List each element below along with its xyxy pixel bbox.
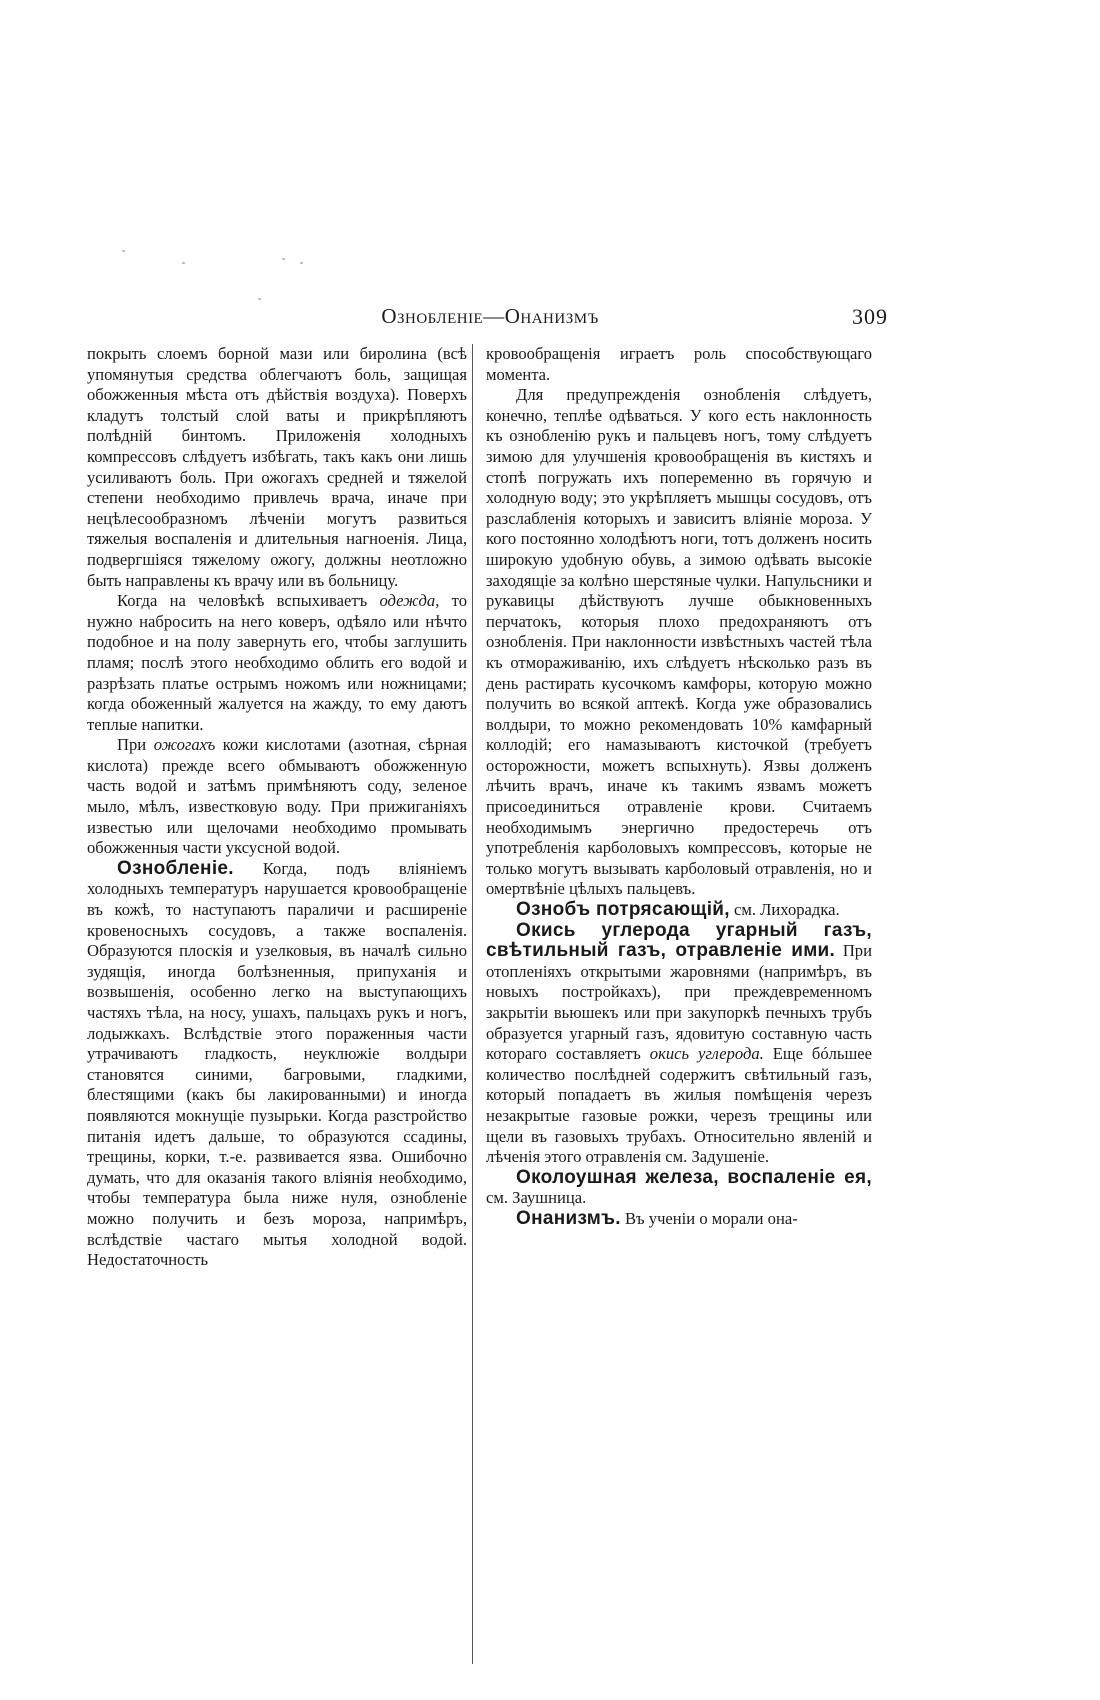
paragraph-text: кровообращенія играетъ роль способствующаго момента. (486, 344, 872, 384)
header-title: Ознобленіе—Онанизмъ (381, 304, 599, 328)
italic-term: окись углерода. (649, 1044, 764, 1064)
paragraph-text: покрыть слоемъ борной мази или бирoлина (всѣ упомянутыя средства облегчаютъ боль, защищая обожженныя мѣста отъ дѣйствія воздуха). Поверхъ кладутъ толстый слой ваты и прикрѣпляютъ полѣдній бинтомъ. Приложенія холодныхъ компрессовъ слѣдуетъ избѣгать, такъ какъ они лишь усиливаютъ боль. При ожогахъ средней и тяжелой степени необходимо привлечь врача, иначе при нецѣлесообразномъ лѣченіи могутъ развиться тяжелыя воспаленія и длительныя нагноенія. Лица, подвергшіяся тяжелому ожогу, должны неотложно быть направлены къ врачу или въ больницу. (87, 344, 467, 590)
paragraph-text: Еще бóльшее количество послѣдней содержитъ свѣтильный газъ, который попадаетъ въ жилыя помѣщенія черезъ незакрытые газовые рожки, черезъ трещины или щели въ газовыхъ трубахъ. Относительно явленій и лѣченія этого отравленія см. Задушеніе. (486, 1044, 872, 1167)
entry-paragraph (486, 900, 872, 921)
paragraph-text: При (117, 735, 154, 755)
page-number: 309 (852, 304, 888, 329)
entry-paragraph (486, 1168, 872, 1209)
entry-term: Ознобъ потрясающій, (516, 899, 730, 921)
column-divider (472, 344, 473, 1664)
entry-paragraph (486, 1209, 872, 1230)
print-speck (258, 298, 261, 300)
italic-term: ожогахъ (153, 735, 216, 755)
paragraph-text: Для предупрежденія ознобленія слѣдуетъ, конечно, теплѣе одѣваться. У кого есть наклонность къ ознобленію рукъ и пальцевъ ногъ, тому слѣдуетъ зимою для улучшенія кровообращенія въ кистяхъ и стопѣ погружать ихъ попеременно въ горячую и холодную воду; это укрѣпляетъ мышцы сосудовъ, отъ разслабленія которыхъ и зависитъ вліяніе мороза. У кого постоянно холодѣютъ ноги, тотъ долженъ носить широкую удобную обувь, а зимою одѣвать высокіе заходящіе за колѣно шерстяные чулки. Напульсники и рукавицы дѣйствуютъ лучше обыкновенныхъ перчатокъ, которыя плохо предохраняютъ отъ ознобленія. При наклонности извѣстныхъ частей тѣла къ отмораживанію, ихъ слѣдуетъ нѣсколько разъ въ день растирать кусочкомъ камфоры, которую можно получить во всякой аптекѣ. Когда уже образовались волдыри, то можно рекомендовать 10% камфарный коллодій; его намазываютъ кисточкой (требуетъ осторожности, можетъ вспыхнуть). Язвы долженъ лѣчить врачъ, иначе къ такимъ язвамъ можетъ присоединиться отравленіе крови. Считаемъ необходимымъ энергично предостеречь отъ употребленія карболовыхъ компрессовъ, которые не только могутъ вызывать карболовый отравленія, но и омертвѣніе цѣлыхъ пальцевъ. (486, 385, 872, 899)
paragraph-text: кожи кислотами (азотная, сѣрная кислота) прежде всего обмываютъ обожженную часть водой и затѣмъ примѣняютъ соду, зеленое мыло, мѣлъ, известковую воду. При прижиганіяхъ известью или щелочами необходимо промывать обожженныя части уксусной водой. (87, 735, 467, 858)
paragraph-text: При отопленіяхъ открытыми жаровнями (напримѣръ, въ новыхъ постройкахъ), при преждевременномъ закрытіи вьюшекъ или при закупоркѣ печныхъ трубъ образуется угарный газъ, ядовитую составную часть котораго составляетъ (486, 941, 872, 1064)
paragraph (87, 344, 467, 591)
entry-term: Ознобленіе. (117, 857, 234, 879)
paragraph (486, 385, 872, 900)
paragraph (87, 735, 467, 859)
print-speck (182, 262, 185, 264)
entry-term: Окись углерода угарный газъ, свѣтильный газъ, отравленіе ими. (486, 919, 872, 962)
italic-term: одежда, (379, 591, 440, 611)
paragraph-text: Когда, подъ вліяніемъ холодныхъ температуръ нарушается кровообращеніе въ кожѣ, то наступаютъ параличи и расширеніе кровеносныхъ сосудовъ, а также воспаленія. Образуются плоскія и узелковыя, въ началѣ сильно зудящія, иногда болѣзненныя, припуханія и возвышенія, особенно легко на выступающихъ частяхъ тѣла, на носу, ушахъ, пальцахъ рукъ и ногъ, лодыжкахъ. Вслѣдствіе этого пораженныя части утрачиваютъ гладкость, неуклюжіе волдыри становятся синими, багровыми, гладкими, блестящими (какъ бы лакированными) и иногда появляются мокнущіе пузырьки. Когда разстройство питанія идетъ дальше, то образуются ссадины, трещины, корки, т.-е. развивается язва. Ошибочно думать, что для оказанія такого вліянія необходимо, чтобы температура была ниже нуля, ознобленіе можно получить и безъ мороза, напримѣръ, вслѣдствіе частаго мытья холодной водой. Недостаточность (87, 858, 467, 1270)
entry-paragraph (486, 921, 872, 1168)
paragraph-text: Когда на человѣкѣ вспыхиваетъ (117, 591, 380, 611)
print-speck (300, 262, 303, 264)
paragraph-text: см. Заушница. (486, 1188, 587, 1208)
right-column (486, 344, 872, 1230)
running-header (90, 304, 890, 338)
print-speck (282, 258, 285, 260)
paragraph-text: то нужно набросить на него коверъ, одѣяло или нѣчто подобное и на полу завернуть его, чтобы заглушить пламя; послѣ этого необходимо облить его водой и разрѣзать платье острымъ ножомъ или ножницами; когда обоженный жалуется на жажду, то ему даютъ теплые напитки. (87, 591, 468, 734)
paragraph (87, 591, 467, 735)
paragraph-text: Въ ученіи о морали она- (620, 1208, 798, 1228)
print-speck (122, 250, 125, 252)
entry-term: Околоушная железа, воспаленіе ея, (516, 1166, 872, 1188)
entry-term: Онанизмъ. (516, 1207, 621, 1229)
paragraph (486, 344, 872, 385)
paragraph-text: см. Лихорадка. (729, 900, 840, 920)
entry-paragraph (87, 859, 467, 1271)
left-column (87, 344, 467, 1271)
